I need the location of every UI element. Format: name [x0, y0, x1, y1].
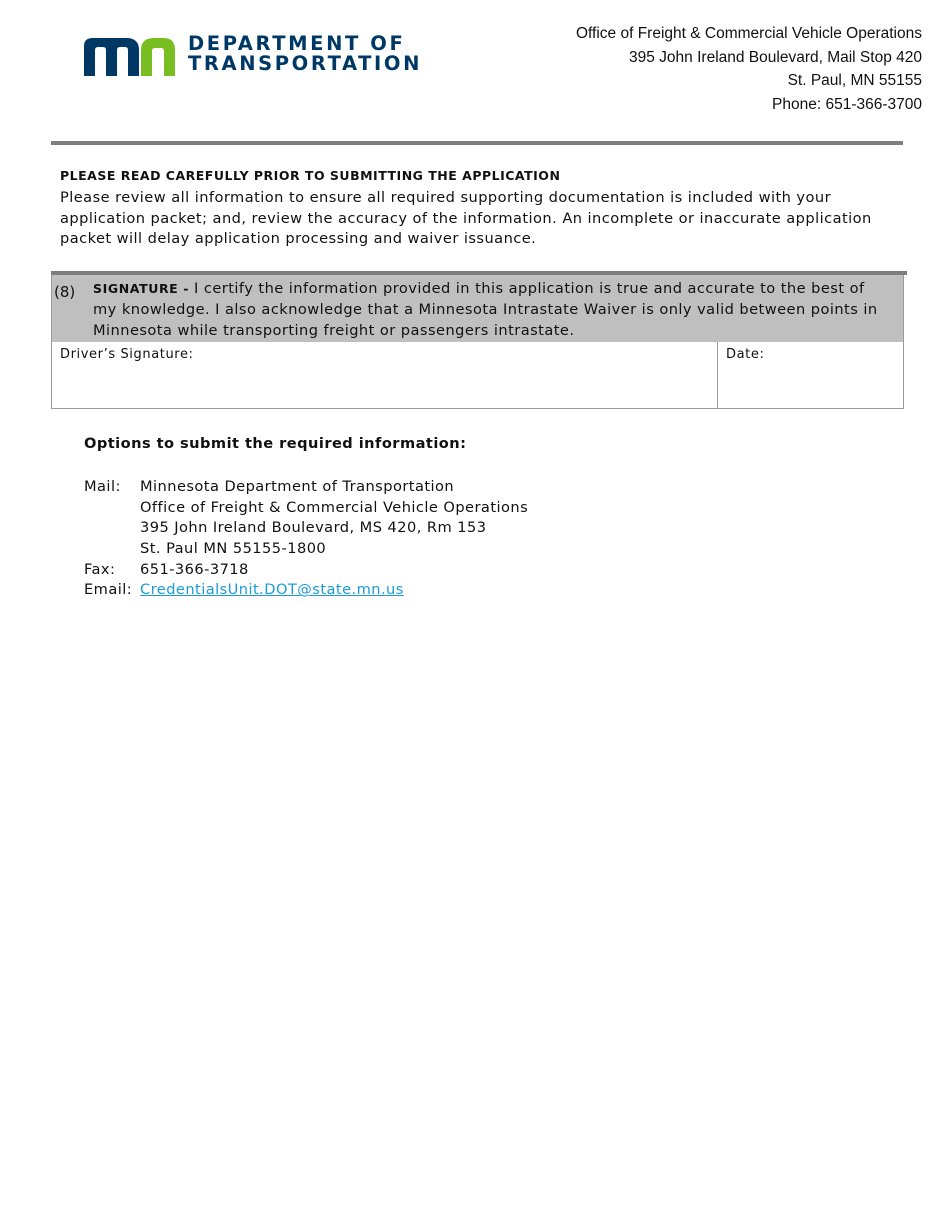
email-label: Email:	[84, 581, 133, 599]
logo-line-1: DEPARTMENT OF	[188, 32, 406, 55]
logo-line-2: TRANSPORTATION	[188, 52, 422, 75]
signature-table	[51, 271, 904, 409]
email-row	[84, 580, 466, 601]
options-title: Options to submit the required information:	[84, 435, 467, 452]
certification-line-3: Minnesota while transporting freight or passengers intrastate.	[93, 321, 575, 339]
office-street: 395 John Ireland Boulevard, Mail Stop 420	[629, 48, 922, 66]
header-divider	[51, 141, 903, 145]
logo-wordmark	[188, 34, 422, 74]
notice-line: application packet; and, review the accuracy of the information. An incomplete or inaccurate application	[60, 209, 872, 227]
driver-signature-label: Driver’s Signature:	[60, 347, 194, 362]
email-link[interactable]: CredentialsUnit.DOT@state.mn.us	[140, 581, 404, 599]
mail-label: Mail:	[84, 478, 121, 495]
mail-line: 395 John Ireland Boulevard, MS 420, Rm 153	[140, 519, 487, 537]
notice-line: packet will delay application processing and waiver issuance.	[60, 230, 537, 248]
signature-header	[52, 275, 903, 342]
driver-signature-field[interactable]	[60, 347, 194, 363]
mail-row	[84, 477, 466, 498]
fax-number: 651-366-3718	[140, 560, 249, 578]
notice-line: Please review all information to ensure all required supporting documentation is included with your	[60, 189, 832, 206]
office-address-block	[576, 22, 922, 116]
mail-line: St. Paul MN 55155-1800	[140, 540, 327, 558]
section-number: (8)	[54, 283, 76, 301]
certification-line-2: my knowledge. I also acknowledge that a Minnesota Intrastate Waiver is only valid between points in	[93, 300, 878, 318]
signature-certification	[93, 279, 893, 341]
office-phone: Phone: 651-366-3700	[772, 95, 922, 113]
office-name: Office of Freight & Commercial Vehicle Operations	[575, 25, 922, 42]
notice-section	[60, 168, 900, 250]
signature-cell-divider	[717, 342, 718, 408]
mn-logo-mark	[84, 36, 176, 76]
mail-row-cont	[84, 518, 487, 539]
mail-row-cont	[84, 498, 529, 519]
mail-row-cont	[84, 539, 466, 560]
certification-line-1: I certify the information provided in this application is true and accurate to the best of	[194, 280, 865, 297]
date-label: Date:	[726, 347, 765, 362]
fax-row	[84, 560, 466, 581]
fax-label: Fax:	[84, 560, 116, 578]
signature-label: SIGNATURE -	[93, 281, 195, 296]
mail-line: Minnesota Department of Transportation	[140, 478, 455, 495]
notice-body	[60, 188, 900, 250]
mail-line: Office of Freight & Commercial Vehicle Operations	[140, 498, 529, 516]
date-field[interactable]	[726, 347, 764, 363]
submission-options	[84, 435, 529, 601]
notice-heading: PLEASE READ CAREFULLY PRIOR TO SUBMITTING THE APPLICATION	[60, 168, 561, 183]
office-city: St. Paul, MN 55155	[787, 72, 922, 89]
mndot-logo	[84, 32, 424, 76]
